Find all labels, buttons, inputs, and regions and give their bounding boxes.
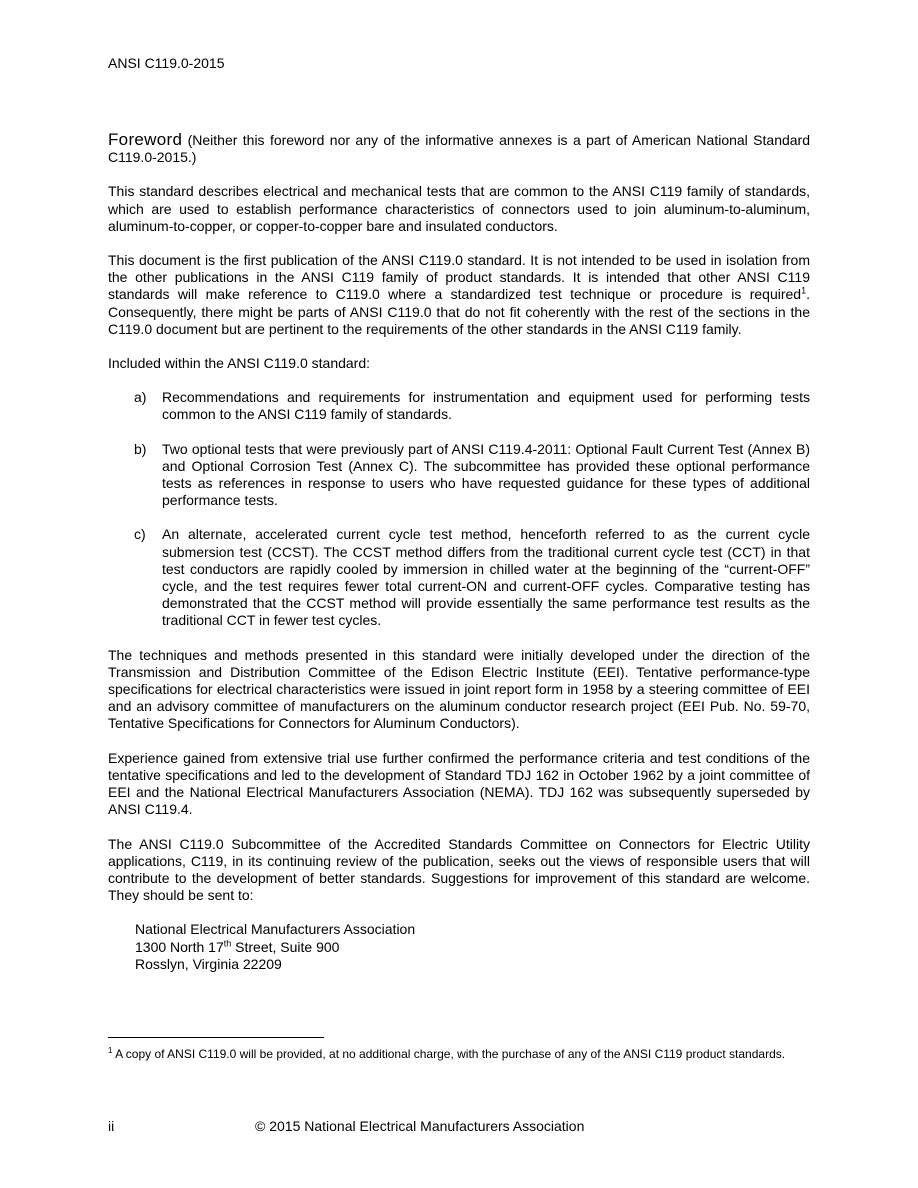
running-header: ANSI C119.0-2015 bbox=[108, 55, 225, 71]
address-line-organization: National Electrical Manufacturers Association bbox=[135, 921, 416, 938]
list-item bbox=[108, 526, 810, 629]
paragraph-scope: This standard describes electrical and mechanical tests that are common to the ANSI C119 family of standards, which are used to establish performance characteristics of connectors used to join aluminum-to-aluminum, aluminum-to-copper, or copper-to-copper bare and insulated conductors. bbox=[108, 183, 810, 234]
footnote bbox=[108, 1046, 810, 1063]
address-street-text: Street, Suite 900 bbox=[231, 938, 340, 955]
page-number: ii bbox=[108, 1118, 115, 1134]
list-marker: b) bbox=[134, 440, 147, 457]
paragraph-text: This document is the first publication of the ANSI C119.0 standard. It is not intended to be used in isolation from the other publications in the ANSI C119 family of product standards. It is intended that other ANSI C119 standards will make reference to C119.0 where a standardized test technique or procedure is required bbox=[108, 252, 810, 303]
foreword-note: (Neither this foreword nor any of the informative annexes is a part of American National Standard C119.0-2015.) bbox=[108, 132, 810, 166]
list-item bbox=[108, 389, 810, 423]
ordinal-suffix: th bbox=[223, 937, 232, 948]
footnote-separator bbox=[108, 1037, 324, 1038]
paragraph-history: The techniques and methods presented in this standard were initially developed under the direction of the Transmission and Distribution Committee of the Edison Electric Institute (EEI). Tentative performance-type specifications for electrical characteristics were issued in joint report form in 1958 by a steering committee of EEI and an advisory committee of manufacturers on the aluminum conductor research project (EEI Pub. No. 59-70, Tentative Specifications for Connectors for Aluminum Conductors). bbox=[108, 646, 810, 732]
footnote-text: A copy of ANSI C119.0 will be provided, at no additional charge, with the purchase of any of the ANSI C119 product standards. bbox=[112, 1047, 786, 1061]
mailing-address bbox=[135, 921, 810, 973]
list-item bbox=[108, 441, 810, 510]
footnote-marker: 1 bbox=[108, 1046, 113, 1055]
page-content bbox=[108, 131, 810, 973]
copyright-notice: © 2015 National Electrical Manufacturers Association bbox=[255, 1118, 585, 1134]
list-item-text: Recommendations and requirements for instrumentation and equipment used for performing tests common to the ANSI C119 family of standards. bbox=[162, 389, 810, 423]
paragraph-included-intro: Included within the ANSI C119.0 standard: bbox=[108, 355, 371, 372]
paragraph-text: . Consequently, there might be parts of ANSI C119.0 that do not fit coherently with the rest of the sections in the C119.0 document but are pertinent to the requirements of the other standards in the ANSI C119 family. bbox=[108, 286, 810, 337]
address-line-street bbox=[135, 939, 810, 956]
list-marker: c) bbox=[134, 526, 146, 543]
address-street-text: 1300 North 17 bbox=[135, 938, 224, 955]
list-item-text: An alternate, accelerated current cycle test method, henceforth referred to as the current cycle submersion test (CCST). The CCST method differs from the traditional current cycle test (CCT) in that test conductors are rapidly cooled by immersion in chilled water at the beginning of the “current-OFF” cycle, and the test requires fewer total current-ON and current-OFF cycles. Comparative testing has demonstrated that the CCST method will provide essentially the same performance test results as the traditional CCT in fewer test cycles. bbox=[162, 526, 810, 629]
foreword-title: Foreword bbox=[108, 130, 183, 149]
paragraph-subcommittee: The ANSI C119.0 Subcommittee of the Accredited Standards Committee on Connectors for Electric Utility applications, C119, in its continuing review of the publication, seeks out the views of responsible users that will contribute to the development of better standards. Suggestions for improvement of this standard are welcome. They should be sent to: bbox=[108, 835, 810, 904]
footnote-reference: 1 bbox=[801, 285, 807, 296]
foreword-heading bbox=[108, 131, 810, 166]
list-item-text: Two optional tests that were previously part of ANSI C119.4-2011: Optional Fault Current Test (Annex B) and Optional Corrosion Test (Annex C). The subcommittee has provided these optional performance tests as references in response to users who have requested guidance for these types of additional performance tests. bbox=[162, 440, 810, 509]
paragraph-experience: Experience gained from extensive trial use further confirmed the performance criteria and test conditions of the tentative specifications and led to the development of Standard TDJ 162 in October 1962 by a joint committee of EEI and the National Electrical Manufacturers Association (NEMA). TDJ 162 was subsequently superseded by ANSI C119.4. bbox=[108, 749, 810, 818]
list-marker: a) bbox=[134, 389, 147, 406]
address-line-city: Rosslyn, Virginia 22209 bbox=[135, 955, 282, 972]
included-list bbox=[108, 389, 810, 629]
paragraph-first-publication bbox=[108, 252, 810, 338]
